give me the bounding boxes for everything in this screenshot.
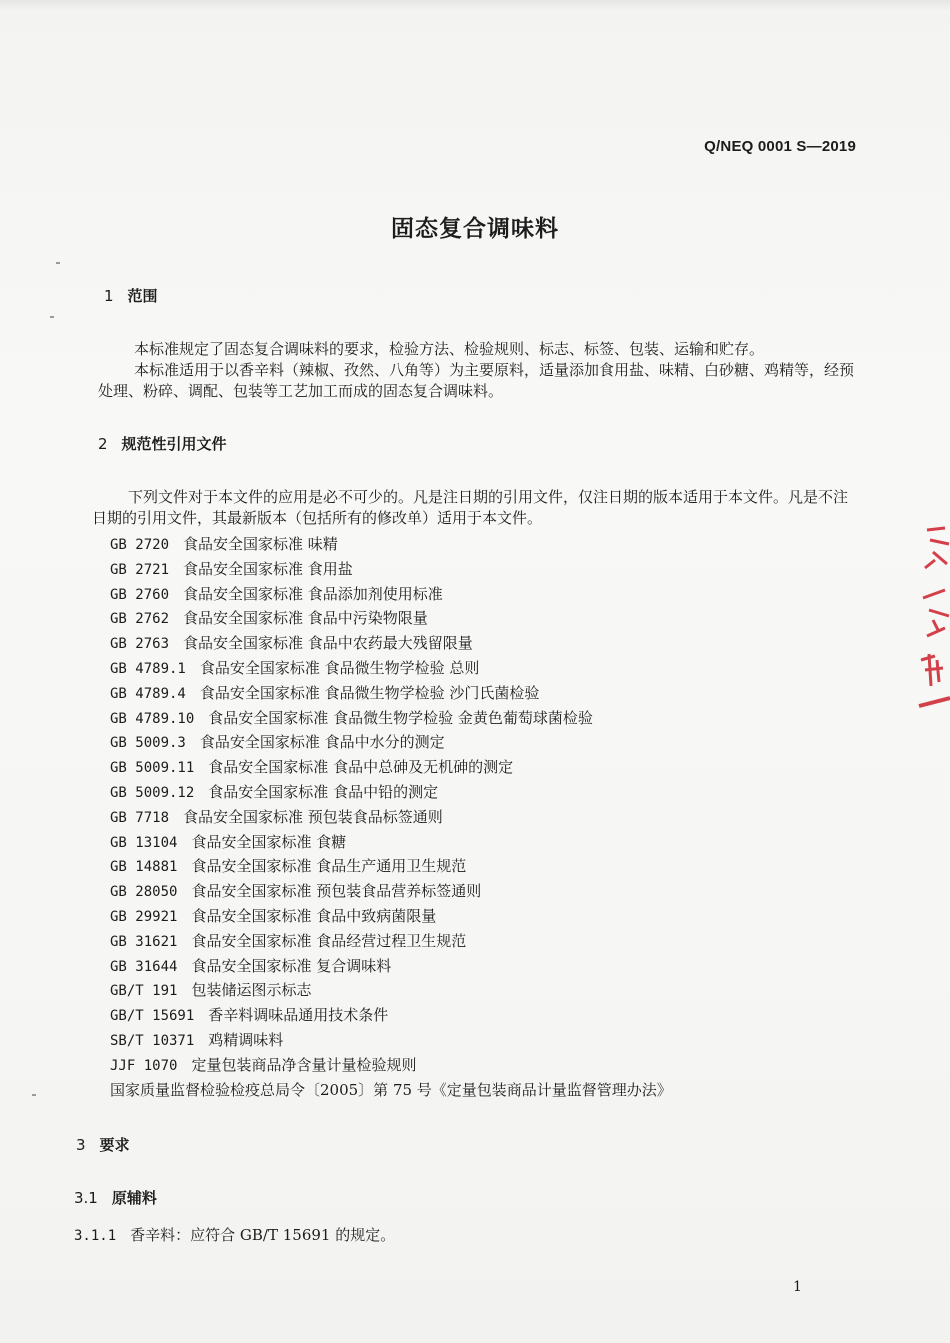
reference-title: 香辛料调味品通用技术条件 [208, 1006, 389, 1025]
reference-item [110, 606, 810, 631]
section-2-heading [98, 433, 227, 454]
scan-speck [32, 1094, 36, 1096]
reference-item [110, 954, 810, 979]
reference-item [110, 656, 810, 681]
reference-code: GB 29921 [110, 908, 178, 925]
section-number: 3.1 [74, 1189, 98, 1207]
reference-item [110, 830, 810, 855]
reference-item [110, 631, 810, 656]
section-number: 2 [98, 435, 108, 453]
reference-item [110, 582, 810, 607]
reference-item [110, 929, 810, 954]
reference-item [110, 904, 810, 929]
reference-list [110, 532, 810, 1102]
reference-code: GB 2760 [110, 586, 170, 603]
reference-title: 食品安全国家标准 食品中总砷及无机砷的测定 [208, 758, 514, 777]
reference-code: GB 2762 [110, 611, 170, 628]
reference-title: 食品安全国家标准 食糖 [191, 832, 347, 851]
reference-code: GB/T 15691 [110, 1008, 195, 1025]
reference-code: GB 14881 [110, 859, 178, 876]
document-code: Q/NEQ 0001 S—2019 [704, 138, 856, 155]
reference-item [110, 706, 810, 731]
reference-item [110, 854, 810, 879]
section-3-1-heading [74, 1187, 157, 1208]
page-number: 1 [793, 1279, 802, 1295]
reference-code: GB 5009.12 [110, 784, 195, 801]
reference-title: 食品安全国家标准 食品中水分的测定 [199, 733, 445, 752]
scan-top-edge [0, 0, 950, 14]
reference-item [110, 730, 810, 755]
red-seal-stamp [905, 520, 950, 720]
reference-item [110, 1053, 810, 1078]
reference-title: 食品安全国家标准 食品中农药最大残留限量 [183, 634, 473, 653]
section-title: 范围 [127, 287, 158, 305]
reference-code: GB 28050 [110, 884, 178, 901]
scan-speck [50, 316, 54, 318]
reference-title: 包装储运图示标志 [191, 981, 312, 1000]
reference-code: GB 31621 [110, 933, 178, 950]
reference-item [110, 805, 810, 830]
section-1-heading [104, 285, 158, 306]
section-title: 规范性引用文件 [121, 435, 227, 453]
reference-title: 食品安全国家标准 食品微生物学检验 沙门氏菌检验 [199, 683, 540, 702]
reference-title: 食品安全国家标准 食品微生物学检验 总则 [199, 658, 480, 677]
reference-item [110, 879, 810, 904]
reference-item [110, 532, 810, 557]
reference-title: 食品安全国家标准 食品微生物学检验 金黄色葡萄球菌检验 [208, 708, 593, 727]
document-title: 固态复合调味料 [391, 216, 559, 242]
reference-title: 食品安全国家标准 复合调味料 [191, 956, 392, 975]
reference-code: GB 5009.11 [110, 760, 195, 777]
paragraph: 本标准适用于以香辛料（辣椒、孜然、八角等）为主要原料，适量添加食用盐、味精、白砂糖、鸡精等，经预处理、粉碎、调配、包装等工艺加工而成的固态复合调味料。 [98, 361, 855, 400]
section-1-body [98, 339, 858, 402]
reference-title: 食品安全国家标准 食品添加剂使用标准 [183, 584, 443, 603]
reference-title: 食品安全国家标准 食品经营过程卫生规范 [191, 931, 467, 950]
section-title: 原辅料 [111, 1189, 157, 1207]
reference-item [110, 1003, 810, 1028]
section-title: 要求 [99, 1136, 130, 1154]
paragraph: 本标准规定了固态复合调味料的要求，检验方法、检验规则、标志、标签、包装、运输和贮存。 [134, 340, 765, 358]
reference-code: JJF 1070 [110, 1057, 178, 1074]
reference-item [110, 978, 810, 1003]
reference-code: GB 4789.4 [110, 685, 186, 702]
clause-text: 香辛料：应符合 GB/T 15691 的规定。 [130, 1226, 396, 1244]
reference-title: 国家质量监督检验检疫总局令〔2005〕第 75 号《定量包装商品计量监督管理办法》 [110, 1080, 672, 1099]
reference-code: GB 31644 [110, 958, 178, 975]
reference-item [110, 681, 810, 706]
reference-item [110, 1028, 810, 1053]
reference-title: 鸡精调味料 [208, 1030, 284, 1049]
reference-item [110, 1078, 810, 1103]
clause-3-1-1 [74, 1224, 395, 1245]
section-number: 1 [104, 287, 114, 305]
reference-title: 食品安全国家标准 食品生产通用卫生规范 [191, 857, 467, 876]
section-3-heading [76, 1134, 130, 1155]
reference-code: GB 4789.1 [110, 660, 186, 677]
reference-code: GB 4789.10 [110, 710, 195, 727]
reference-item [110, 780, 810, 805]
clause-number: 3.1.1 [74, 1228, 117, 1244]
reference-title: 食品安全国家标准 食品中污染物限量 [183, 609, 428, 628]
reference-item [110, 755, 810, 780]
reference-code: GB 2720 [110, 537, 170, 553]
reference-code: GB 2721 [110, 561, 170, 578]
reference-item [110, 557, 810, 582]
reference-title: 食品安全国家标准 食用盐 [183, 559, 353, 578]
section-2-body [92, 487, 862, 529]
reference-code: GB 7718 [110, 809, 170, 826]
scan-speck [56, 262, 60, 264]
section-number: 3 [76, 1136, 86, 1154]
reference-code: GB 13104 [110, 834, 178, 851]
reference-title: 定量包装商品净含量计量检验规则 [191, 1055, 417, 1074]
reference-title: 食品安全国家标准 预包装食品营养标签通则 [191, 882, 482, 901]
reference-code: GB 2763 [110, 636, 170, 653]
reference-code: GB/T 191 [110, 983, 178, 1000]
reference-title: 食品安全国家标准 味精 [183, 535, 338, 553]
reference-code: GB 5009.3 [110, 735, 186, 752]
paragraph: 下列文件对于本文件的应用是必不可少的。凡是注日期的引用文件，仅注日期的版本适用于本文件。凡是不注日期的引用文件，其最新版本（包括所有的修改单）适用于本文件。 [92, 488, 849, 527]
reference-title: 食品安全国家标准 食品中致病菌限量 [191, 906, 437, 925]
reference-title: 食品安全国家标准 预包装食品标签通则 [183, 807, 443, 826]
reference-code: SB/T 10371 [110, 1032, 195, 1049]
reference-title: 食品安全国家标准 食品中铅的测定 [208, 782, 439, 801]
